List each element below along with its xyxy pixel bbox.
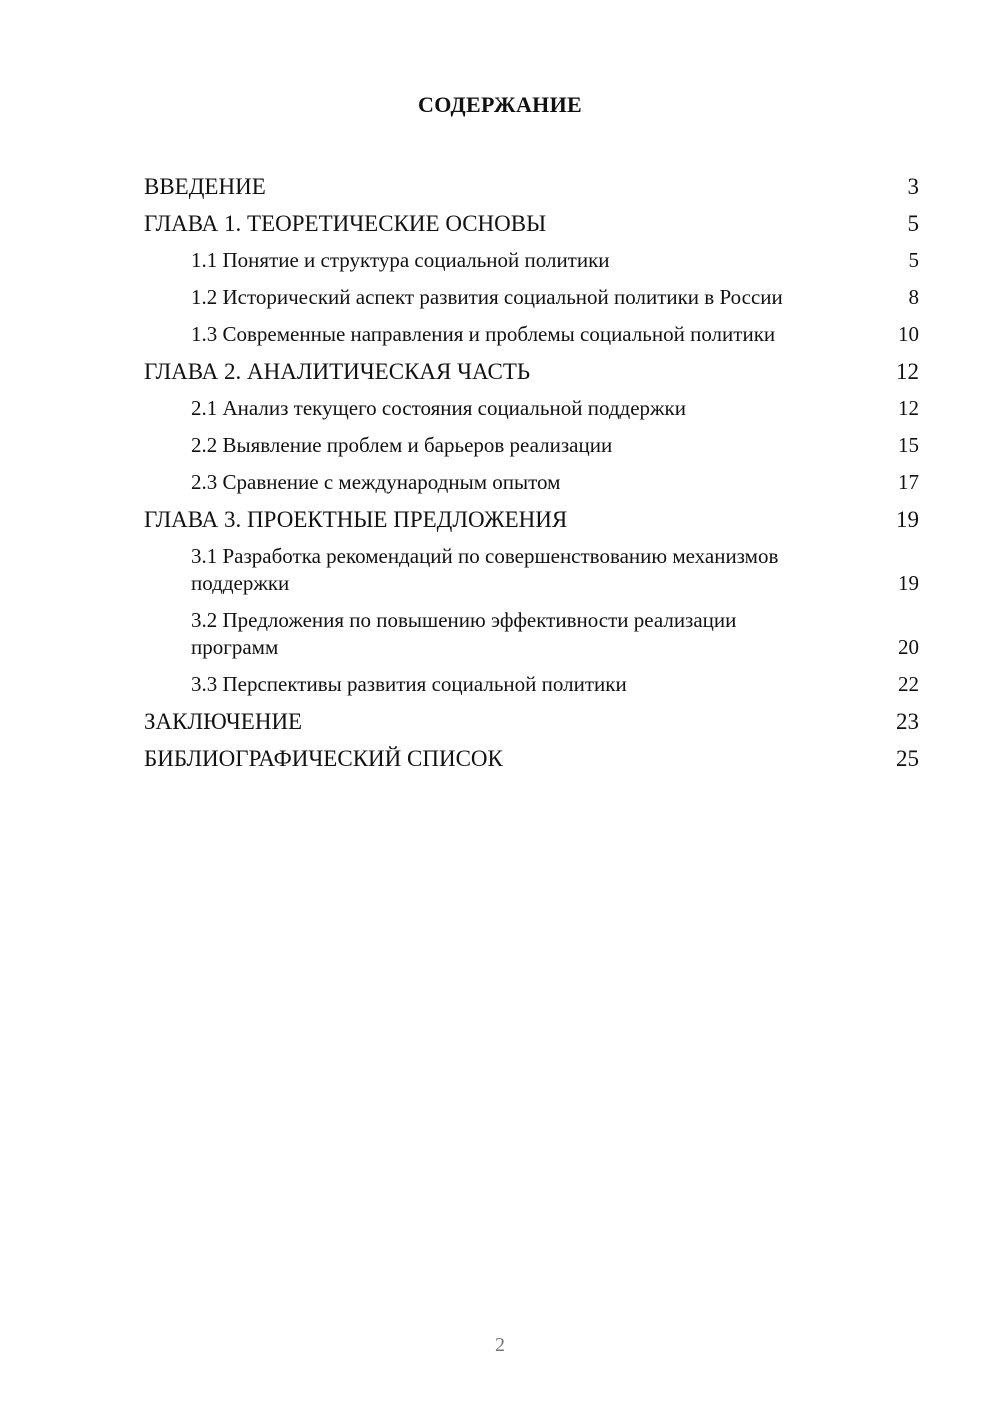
toc-entry-page-number: 12 — [898, 396, 919, 420]
toc-entry-title: ГЛАВА 2. АНАЛИТИЧЕСКАЯ ЧАСТЬ — [144, 359, 531, 384]
table-of-contents — [144, 168, 919, 777]
toc-entry-title: 2.2 Выявление проблем и барьеров реализации — [191, 433, 613, 457]
toc-entry-title: ЗАКЛЮЧЕНИЕ — [144, 709, 303, 734]
toc-entry-page-number: 19 — [896, 507, 919, 532]
toc-entry-page-number: 8 — [908, 285, 919, 309]
toc-entry-title: 1.2 Исторический аспект развития социальной политики в России — [191, 285, 783, 309]
toc-section-entry — [144, 427, 919, 464]
toc-entry-page-number: 12 — [896, 359, 919, 384]
page-title: СОДЕРЖАНИЕ — [418, 92, 582, 117]
toc-section-entry — [144, 602, 919, 666]
toc-section-entry — [144, 316, 919, 353]
toc-chapter-entry — [144, 353, 919, 390]
toc-section-entry — [144, 464, 919, 501]
toc-chapter-entry — [144, 205, 919, 242]
toc-entry-title: 3.3 Перспективы развития социальной политики — [191, 672, 627, 696]
toc-section-entry — [144, 279, 919, 316]
toc-entry-page-number: 15 — [898, 433, 919, 457]
toc-section-entry — [144, 390, 919, 427]
toc-entry-page-number: 5 — [908, 248, 919, 272]
toc-entry-title: 1.1 Понятие и структура социальной политики — [191, 248, 610, 272]
toc-entry-title: ГЛАВА 1. ТЕОРЕТИЧЕСКИЕ ОСНОВЫ — [144, 211, 547, 236]
toc-chapter-entry — [144, 703, 919, 740]
toc-entry-page-number: 3 — [907, 174, 919, 199]
page-number: 2 — [495, 1334, 505, 1356]
toc-chapter-entry — [144, 740, 919, 777]
toc-entry-page-number: 20 — [898, 635, 919, 659]
toc-chapter-entry — [144, 501, 919, 538]
toc-entry-page-number: 25 — [896, 746, 919, 771]
toc-chapter-entry — [144, 168, 919, 205]
toc-entry-page-number: 23 — [896, 709, 919, 734]
toc-section-entry — [144, 242, 919, 279]
toc-entry-title: 2.1 Анализ текущего состояния социальной поддержки — [191, 396, 686, 420]
toc-entry-page-number: 5 — [907, 211, 919, 236]
toc-entry-title: 3.1 Разработка рекомендаций по совершенствованию механизмов поддержки — [191, 544, 779, 595]
toc-entry-page-number: 19 — [898, 571, 919, 595]
toc-entry-title: БИБЛИОГРАФИЧЕСКИЙ СПИСОК — [144, 746, 503, 771]
toc-entry-title: 2.3 Сравнение с международным опытом — [191, 470, 561, 494]
toc-entry-page-number: 17 — [898, 470, 919, 494]
toc-entry-title: ГЛАВА 3. ПРОЕКТНЫЕ ПРЕДЛОЖЕНИЯ — [144, 507, 568, 532]
toc-section-entry — [144, 666, 919, 703]
toc-entry-title: ВВЕДЕНИЕ — [144, 174, 266, 199]
toc-entry-title: 1.3 Современные направления и проблемы социальной политики — [191, 322, 776, 346]
toc-section-entry — [144, 538, 919, 602]
toc-entry-page-number: 22 — [898, 672, 919, 696]
toc-entry-page-number: 10 — [898, 322, 919, 346]
toc-entry-title: 3.2 Предложения по повышению эффективности реализации программ — [191, 608, 737, 659]
